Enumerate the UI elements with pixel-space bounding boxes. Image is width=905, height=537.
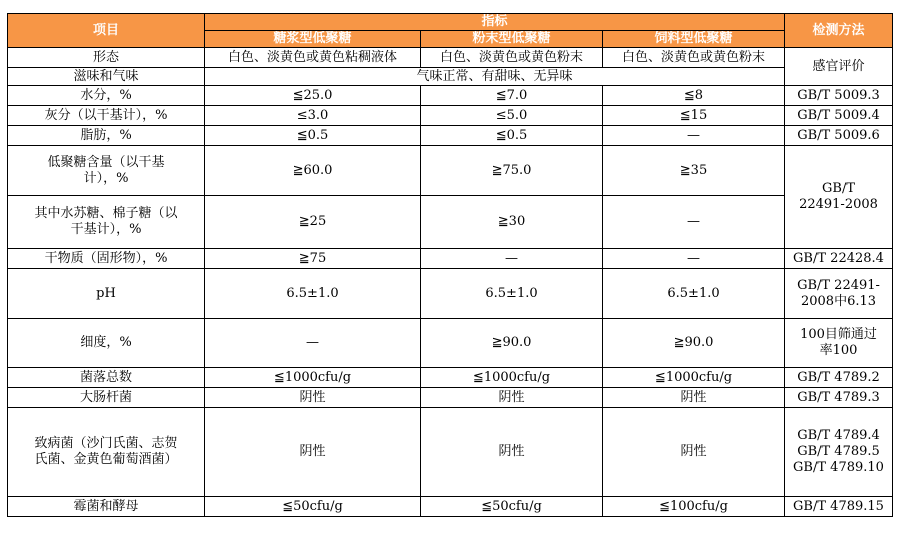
table-row: [8, 196, 893, 249]
table-row: [8, 497, 893, 517]
cell-method: GB/T 5009.3: [785, 86, 893, 106]
cell-syrup: 白色、淡黄色或黄色粘稠液体: [205, 48, 421, 68]
method-line: GB/T 4789.5: [797, 444, 880, 459]
row-item: 霉菌和酵母: [8, 497, 205, 517]
cell-powder: ≦7.0: [421, 86, 603, 106]
header-item: 项目: [8, 14, 205, 48]
table-row: [8, 249, 893, 269]
cell-method: [785, 269, 893, 319]
cell-powder: 阴性: [421, 388, 603, 408]
cell-feed: —: [603, 249, 785, 269]
method-line: 22491-2008: [799, 197, 878, 212]
row-item-line: 其中水苏糖、棉子糖（以: [34, 206, 178, 221]
cell-feed: 白色、淡黄色或黄色粉末: [603, 48, 785, 68]
cell-method: GB/T 4789.3: [785, 388, 893, 408]
cell-syrup: ≦50cfu/g: [205, 497, 421, 517]
cell-syrup: ≦0.5: [205, 126, 421, 146]
cell-feed: 阴性: [603, 408, 785, 497]
specification-table: [7, 13, 893, 517]
cell-powder: —: [421, 249, 603, 269]
cell-powder: 6.5±1.0: [421, 269, 603, 319]
cell-powder: ≦1000cfu/g: [421, 368, 603, 388]
method-line: GB/T 4789.4: [797, 428, 880, 443]
row-item: 形态: [8, 48, 205, 68]
cell-syrup: ≦1000cfu/g: [205, 368, 421, 388]
table-row: [8, 86, 893, 106]
row-item: 菌落总数: [8, 368, 205, 388]
cell-method: [785, 319, 893, 368]
cell-method: GB/T 5009.6: [785, 126, 893, 146]
cell-powder: ≦0.5: [421, 126, 603, 146]
row-item-line: 致病菌（沙门氏菌、志贺: [34, 436, 178, 451]
cell-feed: ≦1000cfu/g: [603, 368, 785, 388]
table-row: [8, 146, 893, 196]
row-item: [8, 146, 205, 196]
cell-syrup: ≧25: [205, 196, 421, 249]
cell-feed: —: [603, 196, 785, 249]
cell-powder: ≧90.0: [421, 319, 603, 368]
row-item: 脂肪，%: [8, 126, 205, 146]
cell-syrup: 阴性: [205, 388, 421, 408]
cell-merged: 气味正常、有甜味、无异味: [205, 68, 785, 86]
row-item-line: 低聚糖含量（以干基: [47, 154, 165, 170]
method-line: 100目筛通过: [800, 327, 877, 342]
cell-powder: ≤5.0: [421, 106, 603, 126]
cell-method: 感官评价: [785, 48, 893, 86]
header-syrup: 糖浆型低聚糖: [205, 31, 421, 48]
cell-feed: ≦15: [603, 106, 785, 126]
table-row: [8, 319, 893, 368]
row-item: 滋味和气味: [8, 68, 205, 86]
header-row: [8, 14, 893, 31]
cell-syrup: ≤3.0: [205, 106, 421, 126]
table-row: [8, 388, 893, 408]
cell-feed: ≧35: [603, 146, 785, 196]
cell-powder: ≧75.0: [421, 146, 603, 196]
header-powder: 粉末型低聚糖: [421, 31, 603, 48]
row-item-line: 计），%: [83, 170, 129, 186]
cell-feed: ≦8: [603, 86, 785, 106]
cell-syrup: ≧60.0: [205, 146, 421, 196]
row-item-line: 氏菌、金黄色葡萄酒菌）: [34, 452, 178, 467]
method-line: 率100: [819, 343, 858, 358]
cell-method: GB/T 5009.4: [785, 106, 893, 126]
table-row: [8, 106, 893, 126]
cell-powder: 白色、淡黄色或黄色粉末: [421, 48, 603, 68]
cell-syrup: ≧75: [205, 249, 421, 269]
cell-syrup: ≦25.0: [205, 86, 421, 106]
row-item: 细度，%: [8, 319, 205, 368]
table-row: [8, 126, 893, 146]
row-item: [8, 196, 205, 249]
header-indicator: 指标: [205, 14, 785, 31]
cell-feed: —: [603, 126, 785, 146]
cell-method: [785, 408, 893, 497]
row-item: [8, 408, 205, 497]
method-line: GB/T 22491-: [797, 277, 880, 293]
row-item: 灰分（以干基计），%: [8, 106, 205, 126]
cell-syrup: 6.5±1.0: [205, 269, 421, 319]
method-line: 2008中6.13: [800, 293, 877, 309]
cell-feed: 6.5±1.0: [603, 269, 785, 319]
cell-powder: 阴性: [421, 408, 603, 497]
row-item: 干物质（固形物），%: [8, 249, 205, 269]
cell-syrup: 阴性: [205, 408, 421, 497]
row-item-line: 干基计），%: [70, 222, 142, 237]
cell-method: GB/T 4789.2: [785, 368, 893, 388]
header-method: 检测方法: [785, 14, 893, 48]
cell-feed: ≧90.0: [603, 319, 785, 368]
cell-method: GB/T 4789.15: [785, 497, 893, 517]
cell-method: [785, 146, 893, 249]
cell-powder: ≧30: [421, 196, 603, 249]
table-row: [8, 269, 893, 319]
method-line: GB/T: [822, 181, 855, 196]
table-row: [8, 68, 893, 86]
row-item: 水分，%: [8, 86, 205, 106]
cell-powder: ≦50cfu/g: [421, 497, 603, 517]
table-row: [8, 408, 893, 497]
table-row: [8, 368, 893, 388]
table-row: [8, 48, 893, 68]
row-item: 大肠杆菌: [8, 388, 205, 408]
method-line: GB/T 4789.10: [793, 460, 884, 475]
header-feed: 饲料型低聚糖: [603, 31, 785, 48]
cell-method: GB/T 22428.4: [785, 249, 893, 269]
cell-feed: 阴性: [603, 388, 785, 408]
row-item: pH: [8, 269, 205, 319]
cell-syrup: —: [205, 319, 421, 368]
cell-feed: ≦100cfu/g: [603, 497, 785, 517]
